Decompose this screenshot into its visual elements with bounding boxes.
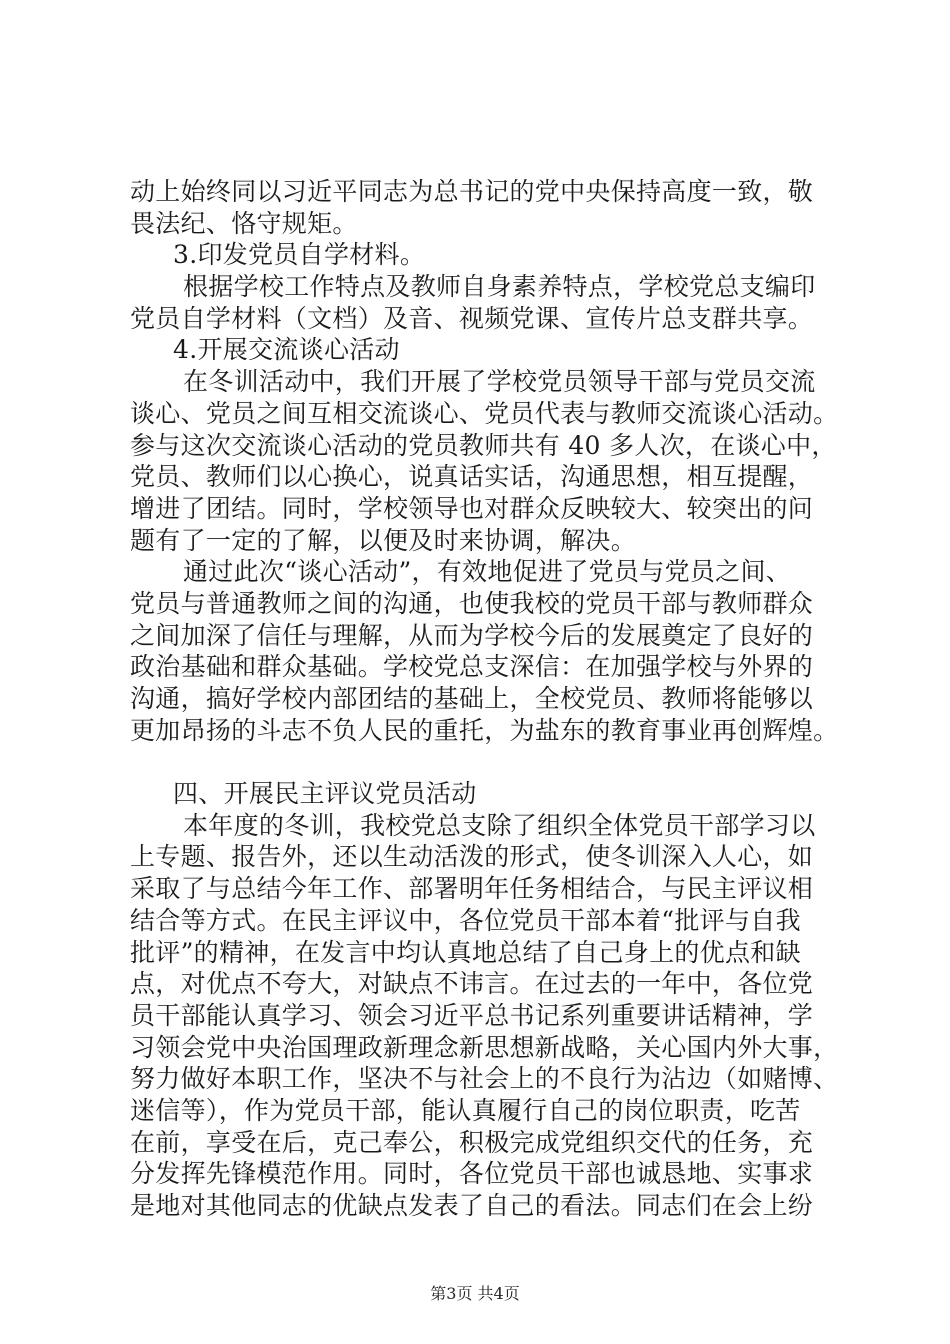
text-line: 动上始终同以习近平同志为总书记的党中央保持高度一致，敬: [130, 177, 814, 206]
text-line: 在前，享受在后，克己奉公，积极完成党组织交代的任务，充: [130, 1127, 814, 1157]
text-line: 党员与普通教师之间的沟通，也使我校的党员干部与教师群众: [130, 588, 814, 618]
text-line: 批评”的精神，在发言中均认真地总结了自己身上的优点和缺: [130, 937, 801, 967]
text-line: 采取了与总结今年工作、部署明年任务相结合，与民主评议相: [130, 874, 814, 904]
text-line: 党员自学材料（文档）及音、视频党课、宣传片总支群共享。: [130, 303, 814, 333]
text-line: 根据学校工作特点及教师自身素养特点，学校党总支编印: [183, 272, 816, 302]
text-line: 分发挥先锋模范作用。同时，各位党员干部也诚恳地、实事求: [130, 1159, 814, 1189]
text-line: 通过此次“谈心活动”，有效地促进了党员与党员之间、: [183, 557, 792, 587]
section-heading: 四、开展民主评议党员活动: [173, 779, 477, 809]
paragraph-gap: [130, 746, 840, 778]
text-line: 党员、教师们以心换心，说真话实话，沟通思想，相互提醒，: [130, 462, 814, 492]
text-line: 沟通，搞好学校内部团结的基础上，全校党员、教师将能够以: [130, 684, 814, 713]
text-line: 本年度的冬训，我校党总支除了组织全体党员干部学习以: [183, 810, 816, 840]
text-line: 政治基础和群众基础。学校党总支深信：在加强学校与外界的: [130, 652, 814, 682]
section-heading: 3.印发党员自学材料。: [173, 240, 426, 270]
text-line: 员干部能认真学习、领会习近平总书记系列重要讲话精神，学: [130, 1000, 814, 1030]
text-line: 点，对优点不夸大，对缺点不讳言。在过去的一年中，各位党: [130, 969, 814, 999]
text-line: 参与这次交流谈心活动的党员教师共有 40 多人次，在谈心中，: [130, 430, 837, 460]
text-line: 畏法纪、恪守规矩。: [130, 208, 358, 238]
text-line: 迷信等），作为党员干部，能认真履行自己的岗位职责，吃苦: [130, 1095, 801, 1125]
text-line: 增进了团结。同时，学校领导也对群众反映较大、较突出的问: [130, 493, 814, 523]
text-line: 在冬训活动中，我们开展了学校党员领导干部与党员交流: [183, 367, 816, 397]
section-heading: 4.开展交流谈心活动: [173, 335, 400, 365]
text-line: 题有了一定的了解，以便及时来协调，解决。: [130, 525, 637, 555]
text-line: 之间加深了信任与理解，从而为学校今后的发展奠定了良好的: [130, 620, 814, 650]
text-line: 上专题、报告外，还以生动活泼的形式，使冬训深入人心，如: [130, 842, 814, 872]
text-line: 更加昂扬的斗志不负人民的重托，为盐东的教育事业再创辉煌。: [130, 715, 839, 745]
text-line: 努力做好本职工作，坚决不与社会上的不良行为沾边（如赌博、: [130, 1064, 839, 1094]
text-line: 结合等方式。在民主评议中，各位党员干部本着“批评与自我: [130, 905, 801, 935]
page-footer: 第3页 共4页: [430, 1284, 520, 1303]
document-body: [130, 176, 840, 1222]
text-line: 谈心、党员之间互相交流谈心、党员代表与教师交流谈心活动。: [130, 398, 839, 428]
text-line: 习领会党中央治国理政新理念新思想新战略，关心国内外大事，: [130, 1032, 839, 1062]
text-line: 是地对其他同志的优缺点发表了自己的看法。同志们在会上纷: [130, 1191, 814, 1220]
